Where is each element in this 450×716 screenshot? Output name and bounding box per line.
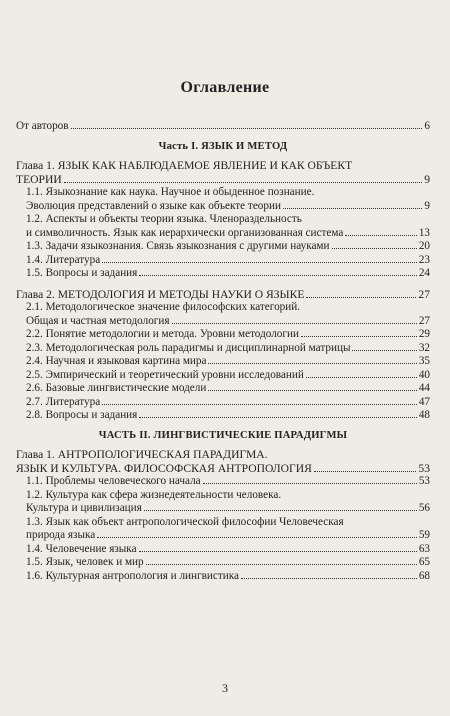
dot-leader [97, 537, 417, 538]
part-heading-1: Часть I. ЯЗЫК И МЕТОД [158, 140, 288, 152]
toc-entry-ch2 [16, 288, 430, 302]
dot-leader [102, 404, 417, 405]
dot-leader [352, 350, 416, 351]
dot-leader [139, 551, 417, 552]
toc-entry-s1-1 [16, 200, 430, 214]
toc-page-number: 56 [418, 502, 430, 514]
toc-page-number: 9 [424, 172, 430, 186]
toc-entry-s3-2 [16, 502, 430, 516]
dot-leader [144, 510, 417, 511]
section-3-2-title: 1.2. Культура как сфера жизнедеятельности человека. [26, 488, 282, 501]
toc-page-number: 40 [418, 368, 430, 381]
toc-entry-text: От авторов [16, 120, 69, 132]
dot-leader [301, 336, 417, 337]
toc-entry-text: Эволюция представлений о языке как объекте теории [26, 199, 281, 212]
table-of-contents [16, 120, 430, 583]
toc-entry-text: ТЕОРИИ [16, 172, 62, 186]
toc-entry-ch1 [16, 173, 430, 187]
toc-entry-text: 2.3. Методологическая роль парадигмы и дисциплинарной матрицы [26, 341, 351, 354]
page-title: Оглавление [180, 79, 270, 96]
toc-entry-text: 1.5. Язык, человек и мир [26, 556, 144, 568]
toc-page-number: 44 [418, 382, 430, 394]
toc-entry-text: 1.1. Проблемы человеческого начала [26, 475, 201, 487]
dot-leader [203, 483, 417, 484]
dot-leader [146, 564, 417, 565]
toc-entry-s2-1 [16, 315, 430, 329]
chapter-3-title: Глава 1. АНТРОПОЛОГИЧЕСКАЯ ПАРАДИГМА. [16, 448, 268, 461]
toc-page-number: 13 [418, 226, 430, 239]
toc-entry-s3-4 [16, 543, 430, 557]
dot-leader [332, 248, 417, 249]
page-number: 3 [222, 681, 228, 695]
toc-entry-s1-5 [16, 267, 430, 281]
toc-page-number: 65 [418, 556, 430, 568]
toc-entry-s2-2 [16, 328, 430, 342]
toc-page-number: 27 [418, 314, 430, 327]
dot-leader [208, 390, 416, 391]
toc-page-number: 35 [418, 355, 430, 367]
toc-entry-text: природа языка [26, 529, 96, 541]
toc-entry-s3-5 [16, 556, 430, 570]
toc-entry-s3-3 [16, 529, 430, 543]
toc-entry-s2-7 [16, 396, 430, 410]
toc-entry-s2-6 [16, 382, 430, 396]
toc-entry-text: 1.4. Литература [26, 253, 101, 266]
toc-entry-text: 2.5. Эмпирический и теоретический уровни исследований [26, 368, 304, 381]
toc-entry-authors [16, 120, 430, 134]
toc-entry-text: 1.4. Человечение языка [26, 542, 137, 555]
dot-leader [345, 235, 417, 236]
toc-page-number: 27 [418, 287, 430, 301]
dot-leader [241, 578, 417, 579]
toc-entry-s1-2 [16, 227, 430, 241]
toc-entry-text: и символичность. Язык как иерархически организованная система [26, 226, 344, 239]
toc-page-number: 68 [418, 569, 430, 582]
dot-leader [172, 323, 417, 324]
toc-entry-s1-3 [16, 240, 430, 254]
toc-page-number: 32 [418, 341, 430, 354]
toc-entry-s2-4 [16, 355, 430, 369]
toc-page-number: 29 [418, 328, 430, 340]
toc-entry-text: 2.4. Научная и языковая картина мира [26, 355, 207, 367]
toc-page-number: 48 [418, 409, 430, 421]
toc-page-number: 24 [418, 267, 430, 279]
toc-entry-text: Общая и частная методология [26, 314, 170, 327]
dot-leader [139, 417, 416, 418]
toc-entry-s2-8 [16, 409, 430, 423]
toc-entry-text: Культура и цивилизация [26, 502, 142, 514]
toc-page-number: 53 [418, 461, 430, 475]
toc-entry-text: 1.6. Культурная антропология и лингвистика [26, 569, 239, 582]
dot-leader [283, 208, 422, 209]
toc-page-number: 23 [418, 253, 430, 266]
dot-leader [64, 182, 422, 183]
toc-entry-s2-3 [16, 342, 430, 356]
toc-entry-text: 2.7. Литература [26, 395, 101, 408]
toc-page-number: 6 [424, 120, 430, 132]
section-3-3-title: 1.3. Язык как объект антропологической философии Человеческая [26, 515, 344, 528]
toc-entry-text: 1.5. Вопросы и задания [26, 267, 138, 279]
toc-entry-s3-6 [16, 570, 430, 584]
dot-leader [306, 297, 416, 298]
section-1-1-title: 1.1. Языкознание как наука. Научное и обыденное познание. [26, 186, 315, 198]
toc-entry-ch3 [16, 462, 430, 476]
dot-leader [208, 363, 416, 364]
dot-leader [314, 471, 417, 472]
toc-page-number: 20 [418, 240, 430, 252]
toc-entry-text: 2.8. Вопросы и задания [26, 409, 138, 421]
toc-entry-text: 2.2. Понятие методологии и метода. Уровни методологии [26, 328, 299, 340]
dot-leader [102, 262, 417, 263]
toc-page-number: 63 [418, 542, 430, 555]
toc-page-number: 47 [418, 395, 430, 408]
toc-entry-s3-1 [16, 475, 430, 489]
toc-entry-text: ЯЗЫК И КУЛЬТУРА. ФИЛОСОФСКАЯ АНТРОПОЛОГИЯ [16, 461, 312, 475]
toc-page-number: 9 [424, 199, 430, 212]
section-2-1-title: 2.1. Методологическое значение философских категорий. [26, 301, 301, 313]
toc-entry-text: Глава 2. МЕТОДОЛОГИЯ И МЕТОДЫ НАУКИ О ЯЗЫКЕ [16, 287, 305, 301]
toc-page-number: 59 [418, 529, 430, 541]
toc-entry-text: 2.6. Базовые лингвистические модели [26, 382, 207, 394]
chapter-1-title: Глава 1. ЯЗЫК КАК НАБЛЮДАЕМОЕ ЯВЛЕНИЕ И КАК ОБЪЕКТ [16, 159, 353, 172]
dot-leader [306, 377, 417, 378]
toc-entry-s1-4 [16, 254, 430, 268]
toc-entry-s2-5 [16, 369, 430, 383]
section-1-2-title: 1.2. Аспекты и объекты теории языка. Членораздельность [26, 213, 302, 225]
dot-leader [139, 275, 416, 276]
toc-page-number: 53 [418, 475, 430, 487]
toc-entry-text: 1.3. Задачи языкознания. Связь языкознания с другими науками [26, 240, 330, 252]
part-heading-2: ЧАСТЬ II. ЛИНГВИСТИЧЕСКИЕ ПАРАДИГМЫ [98, 429, 348, 441]
dot-leader [71, 128, 423, 129]
